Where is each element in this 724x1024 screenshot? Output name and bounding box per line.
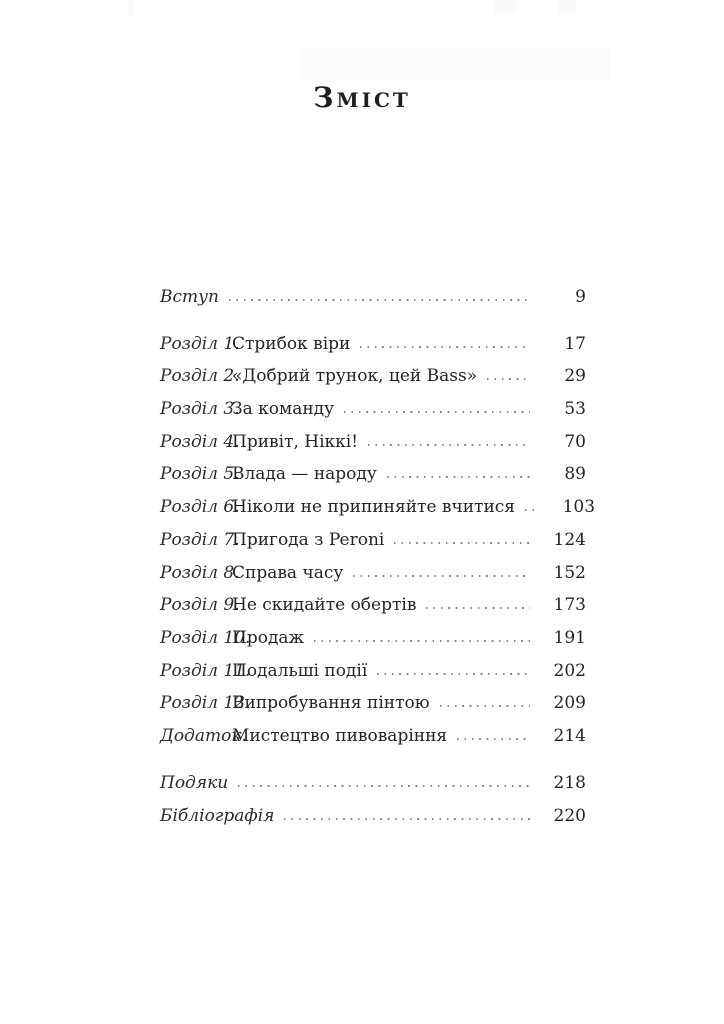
chapter-label: Розділ 11. [160,660,251,681]
dotted-leader [387,476,530,478]
chapter-label: Розділ 10. [160,627,251,648]
dotted-leader [360,346,530,348]
toc-entry [160,583,586,616]
dotted-leader [284,818,530,820]
toc-entry-intro [160,274,586,307]
chapter-title: Подальші події [232,660,368,681]
showthrough-ghost [494,0,516,14]
chapter-list [160,321,596,746]
dotted-leader [229,299,530,301]
chapter-title: Не скидайте обертів [232,595,417,616]
page-number: 103 [562,497,596,518]
showthrough-ghost [558,0,576,14]
dotted-leader [238,785,530,787]
toc-entry [160,386,586,419]
chapter-label: Розділ 12. [160,693,251,714]
chapter-title: Випробування пінтою [232,693,430,714]
table-of-contents [160,274,596,826]
dotted-leader [394,542,530,544]
chapter-title: Влада — народу [232,464,377,485]
showthrough-ghost [128,0,134,16]
dotted-leader [525,509,539,511]
dotted-leader [426,607,530,609]
page-title: Зміст [313,81,411,114]
chapter-label: Розділ 8. [160,562,240,583]
page-number: 218 [553,773,586,794]
dotted-leader [377,673,530,675]
chapter-title: Мистецтво пивоваріння [232,725,448,746]
page-number: 124 [553,529,586,550]
chapter-label: Розділ 7. [160,529,240,550]
page-number: 53 [564,399,586,420]
chapter-label: Розділ 1. [160,333,240,354]
chapter-label: Розділ 6. [160,497,240,518]
page-number: 173 [553,595,586,616]
chapter-label: Розділ 4. [160,431,240,452]
page-number: 70 [564,431,586,452]
toc-entry [160,615,586,648]
page-number: 89 [564,464,586,485]
chapter-label: Розділ 9. [160,595,240,616]
toc-entry-appendix [160,713,586,746]
page-number: 191 [553,627,586,648]
page-number: 152 [553,562,586,583]
entry-label: Вступ [160,287,219,307]
toc-entry [160,354,586,387]
entry-label: Подяки [160,773,229,794]
dotted-leader [344,411,530,413]
chapter-title: Продаж [232,627,305,648]
chapter-title: Ніколи не припиняйте вчитися [232,497,516,518]
toc-entry [160,681,586,714]
chapter-label: Додаток. [160,725,247,746]
dotted-leader [457,738,530,740]
page-number: 209 [553,693,586,714]
chapter-label: Розділ 5. [160,464,240,485]
dotted-leader [487,378,530,380]
page-number: 214 [553,725,586,746]
toc-entry [160,648,586,681]
page-number: 202 [553,660,586,681]
toc-entry [160,321,586,354]
back-matter-list [160,761,586,826]
chapter-label: Розділ 2. [160,366,240,387]
toc-entry [160,550,586,583]
dotted-leader [314,640,530,642]
page-number: 220 [553,805,586,826]
page-number: 29 [564,366,586,387]
chapter-title: Пригода з Peroni [232,529,385,550]
chapter-label: Розділ 3. [160,399,240,420]
toc-entry [160,452,586,485]
toc-entry [160,419,586,452]
dotted-leader [368,444,530,446]
chapter-title: Справа часу [232,562,344,583]
dotted-leader [440,705,530,707]
chapter-title: За команду [232,399,335,420]
dotted-leader [353,575,530,577]
chapter-title: «Добрий трунок, цей Bass» [232,366,478,387]
chapter-title: Привіт, Ніккі! [232,431,359,452]
showthrough-ghost [300,48,610,80]
page-number: 9 [575,287,586,307]
chapter-title: Стрибок віри [232,333,351,354]
toc-entry-acknowledgements [160,761,586,794]
entry-label: Бібліографія [160,805,275,826]
toc-entry [160,517,586,550]
toc-entry [160,484,596,518]
toc-entry-bibliography [160,793,586,826]
page-number: 17 [564,333,586,354]
